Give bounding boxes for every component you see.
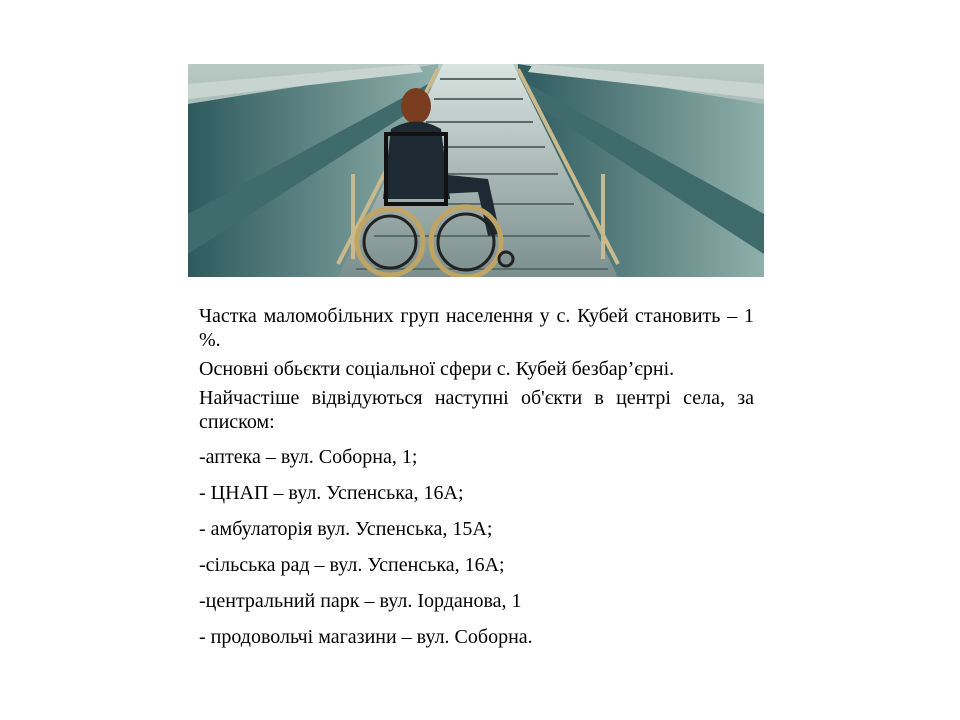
wheelchair-user-icon bbox=[188, 64, 764, 277]
list-item: - амбулаторія вул. Успенська, 15А; bbox=[199, 518, 493, 540]
list-item: -центральний парк – вул. Іорданова, 1 bbox=[199, 590, 522, 612]
list-item: -аптека – вул. Соборна, 1; bbox=[199, 446, 418, 468]
paragraph-visited-objects: Найчастіше відвідуються наступні об'єкти в центрі села, за списком: bbox=[199, 387, 754, 433]
paragraph-share: Частка маломобільних груп населення у с. Кубей становить – 1 %. bbox=[199, 305, 754, 351]
list-item: -сільська рад – вул. Успенська, 16А; bbox=[199, 554, 505, 576]
list-item: - ЦНАП – вул. Успенська, 16А; bbox=[199, 482, 464, 504]
list-item: - продовольчі магазини – вул. Соборна. bbox=[199, 626, 533, 648]
wheelchair-stairs-photo bbox=[188, 64, 764, 277]
objects-list bbox=[199, 445, 754, 649]
text-block bbox=[199, 304, 754, 661]
paragraph-barrier-free: Основні обьєкти соціальної сфери с. Кубей безбар’єрні. bbox=[199, 358, 675, 380]
